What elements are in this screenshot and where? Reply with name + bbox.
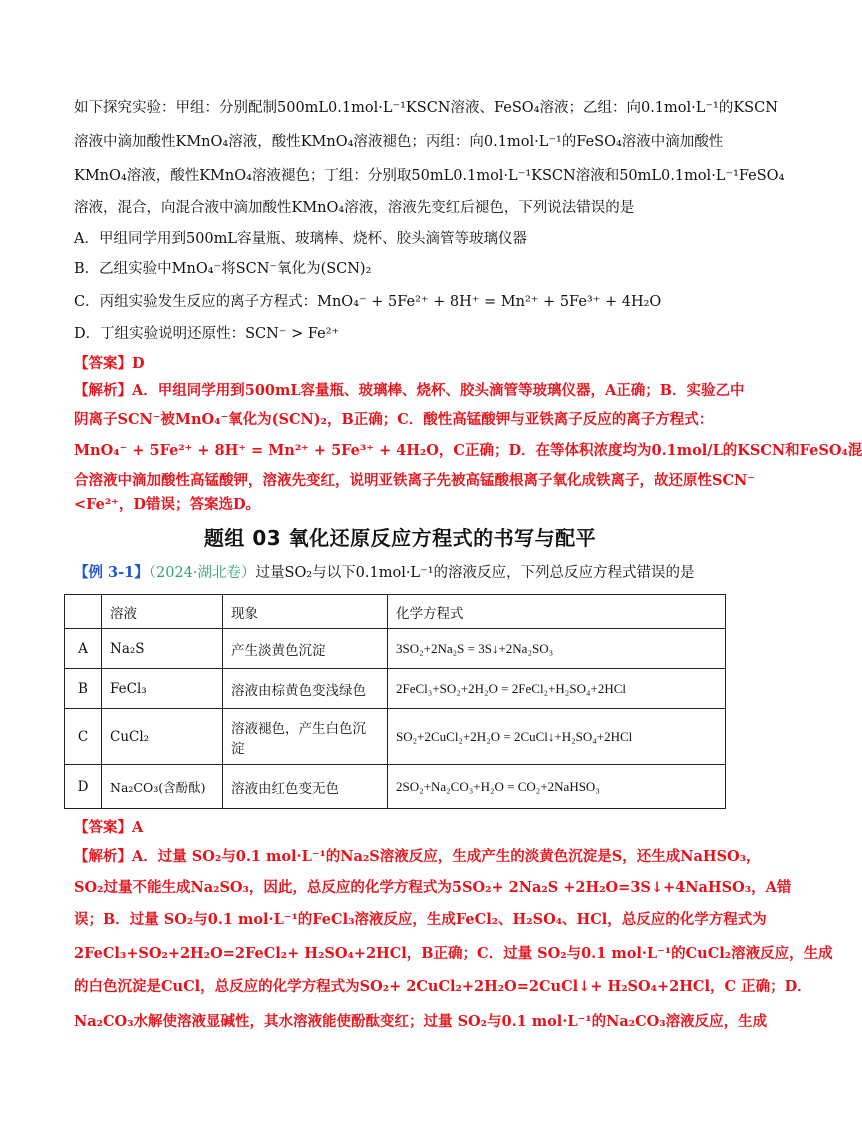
example-source: （2024·湖北卷）	[148, 565, 256, 581]
equation-cell: 2SO₂+Na₂CO₃+H₂O = CO₂+2NaHSO₃	[388, 765, 726, 809]
analysis-line-2: 阴离子SCN⁻被MnO₄⁻氧化为(SCN)₂，B正确；C．酸性高锰酸钾与亚铁离子反应的离子方程式：	[74, 411, 714, 428]
option-a: A．甲组同学用到500mL容量瓶、玻璃棒、烧杯、胶头滴管等玻璃仪器	[74, 231, 528, 247]
section-title: 题组 03 氧化还原反应方程式的书写与配平	[203, 526, 597, 550]
analysis-line-1: 【解析】A．甲组同学用到500mL容量瓶、玻璃棒、烧杯、胶头滴管等玻璃仪器，A正确；B．实验乙中	[74, 382, 745, 399]
analysis-line-4: 合溶液中滴加酸性高锰酸钾，溶液先变红，说明亚铁离子先被高锰酸根离子氧化成铁离子，故还原性SCN⁻	[74, 472, 755, 489]
table-row	[65, 669, 726, 709]
table-row	[65, 709, 726, 765]
problem-line-3: KMnO₄溶液，酸性KMnO₄溶液褪色；丁组：分别取50mL0.1mol·L⁻¹KSCN溶液和50mL0.1mol·L⁻¹FeSO₄	[74, 168, 785, 184]
example-answer-label: 【答案】A	[74, 819, 144, 836]
row-label: C	[65, 709, 102, 765]
table-header-row	[65, 595, 726, 629]
example-analysis-line-1: 【解析】A．过量 SO₂与0.1 mol·L⁻¹的Na₂S溶液反应，生成产生的淡黄色沉淀是S，还生成NaHSO₃，	[74, 848, 761, 865]
answer-label: 【答案】D	[74, 355, 145, 372]
phenomenon-cell: 产生淡黄色沉淀	[223, 629, 388, 669]
phenomenon-cell: 溶液褪色，产生白色沉淀	[223, 709, 388, 765]
example-analysis-line-6: Na₂CO₃水解使溶液显碱性，其水溶液能使酚酞变红；过量 SO₂与0.1 mol·L⁻¹的Na₂CO₃溶液反应，生成	[74, 1013, 768, 1030]
solution-cell: Na₂S	[102, 629, 223, 669]
table-row	[65, 765, 726, 809]
option-c: C．丙组实验发生反应的离子方程式：MnO₄⁻ + 5Fe²⁺ + 8H⁺ = Mn²⁺ + 5Fe³⁺ + 4H₂O	[74, 294, 662, 310]
example-stem: 过量SO₂与以下0.1mol·L⁻¹的溶液反应，下列总反应方程式错误的是	[255, 565, 695, 581]
solution-cell: FeCl₃	[102, 669, 223, 709]
table-header-cell: 溶液	[102, 595, 223, 629]
problem-line-4: 溶液，混合，向混合液中滴加酸性KMnO₄溶液，溶液先变红后褪色，下列说法错误的是	[74, 200, 635, 216]
problem-line-2: 溶液中滴加酸性KMnO₄溶液，酸性KMnO₄溶液褪色；丙组：向0.1mol·L⁻¹的FeSO₄溶液中滴加酸性	[74, 134, 724, 150]
table-row	[65, 629, 726, 669]
analysis-line-3: MnO₄⁻ + 5Fe²⁺ + 8H⁺ = Mn²⁺ + 5Fe³⁺ + 4H₂O，C正确；D．在等体积浓度均为0.1mol/L的KSCN和FeSO₄混	[74, 442, 862, 459]
equation-cell: 3SO₂+2Na₂S = 3S↓+2Na₂SO₃	[388, 629, 726, 669]
phenomenon-cell: 溶液由红色变无色	[223, 765, 388, 809]
example-stem-line	[74, 563, 730, 583]
table-header-cell	[65, 595, 102, 629]
problem-line-1: 如下探究实验：甲组：分别配制500mL0.1mol·L⁻¹KSCN溶液、FeSO₄溶液；乙组：向0.1mol·L⁻¹的KSCN	[74, 100, 778, 116]
phenomenon-cell: 溶液由棕黄色变浅绿色	[223, 669, 388, 709]
option-d: D．丁组实验说明还原性：SCN⁻ > Fe²⁺	[74, 326, 340, 342]
solution-cell: CuCl₂	[102, 709, 223, 765]
example-analysis-line-4: 2FeCl₃+SO₂+2H₂O=2FeCl₂+ H₂SO₄+2HCl，B正确；C．过量 SO₂与0.1 mol·L⁻¹的CuCl₂溶液反应，生成	[74, 945, 833, 962]
row-label: A	[65, 629, 102, 669]
example-analysis-line-5: 的白色沉淀是CuCl，总反应的化学方程式为SO₂+ 2CuCl₂+2H₂O=2CuCl↓+ H₂SO₄+2HCl，C 正确；D．	[74, 978, 812, 995]
analysis-line-5: <Fe²⁺，D错误；答案选D。	[74, 496, 261, 513]
row-label: D	[65, 765, 102, 809]
table-header-cell: 化学方程式	[388, 595, 726, 629]
row-label: B	[65, 669, 102, 709]
option-b: B．乙组实验中MnO₄⁻将SCN⁻氧化为(SCN)₂	[74, 261, 372, 277]
example-tag: 【例 3-1】	[74, 564, 149, 581]
solution-cell: Na₂CO₃(含酚酞)	[102, 765, 223, 809]
reaction-table	[64, 594, 726, 809]
equation-cell: 2FeCl₃+SO₂+2H₂O = 2FeCl₂+H₂SO₄+2HCl	[388, 669, 726, 709]
equation-cell: SO₂+2CuCl₂+2H₂O = 2CuCl↓+H₂SO₄+2HCl	[388, 709, 726, 765]
table-header-cell: 现象	[223, 595, 388, 629]
example-analysis-line-3: 误；B．过量 SO₂与0.1 mol·L⁻¹的FeCl₃溶液反应，生成FeCl₂、H₂SO₄、HCl，总反应的化学方程式为	[74, 911, 767, 928]
example-analysis-line-2: SO₂过量不能生成Na₂SO₃，因此，总反应的化学方程式为5SO₂+ 2Na₂S +2H₂O=3S↓+4NaHSO₃，A错	[74, 879, 792, 896]
